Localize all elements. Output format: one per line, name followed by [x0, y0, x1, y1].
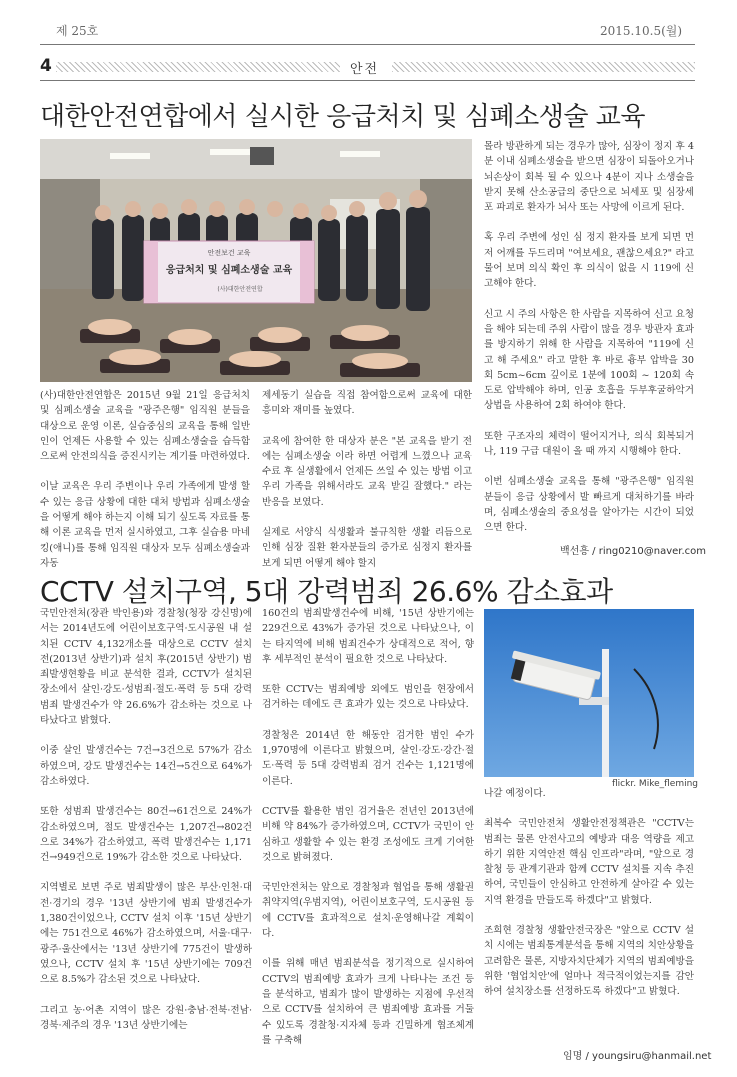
article2-col3-para: 조희현 경찰청 생활안전국장은 "앞으로 CCTV 설치 시에는 범죄통계분석을 통해 지역의 치안상황을 고려함은 물론, 지방자치단체가 지역의 범죄예방을 위한 '협업치안'에 얼마나 적극적이었는지를 감안하여 설치장소를 선정하도록 하겠다"고 밝혔다. [484, 925, 694, 998]
header-top-line [40, 44, 695, 45]
article2-column-2 [262, 606, 474, 1063]
article1-col3-para: 신고 시 주의 사항은 한 사람을 지목하여 신고 요청을 해야 되는데 주위 사람이 많을 경우 방관자 효과를 방지하기 위해 한 사람을 지목하여 "119에 신고 해 주세요" 라고 말한 후 바로 흉부 압박을 30회 5cm~6cm 깊이로 1분에 100회 ~ 120회 속도로 압박해야 하며, 인공 호흡을 두부후굴하악거상법을 사용하여 2회 하여야 한다. [484, 308, 694, 412]
article1-col2-para: 실제로 서양식 식생활과 불규칙한 생활 리듬으로 인해 심장 질환 환자분들의 증가로 심정지 환자를 보게 되면 어떻게 해야 할지 [262, 527, 472, 569]
article1-byline: 백선흥 / ring0210@naver.com [560, 546, 706, 557]
article1-column-3 [484, 139, 694, 551]
cctv-camera-photo [484, 609, 694, 777]
banner-line-1: 안전보건 교육 [207, 249, 251, 257]
article2-col1-para: 이중 살인 발생건수는 7건→3건으로 57%가 감소하였으며, 강도 발생건수는 14건→5건으로 64%가 감소하였다. [40, 745, 252, 787]
article1-col3-para: 혹 우리 주변에 성인 심 정지 환자를 보게 되면 먼저 어깨를 두드리며 "여보세요, 괜찮으세요?" 라고 물어 보며 의식 확인 후 의식이 없을 시 119에 신고해야 한다. [484, 232, 694, 290]
article2-byline: 임명 / youngsiru@hanmail.net [563, 1051, 712, 1062]
article2-col1-para: 그리고 농·어촌 지역이 많은 강원·충남·전북·전남·경북·제주의 경우 '13년 상반기에는 [40, 1004, 252, 1031]
article1-col2-para: 제세동기 실습을 직접 참여함으로써 교육에 대한 흥미와 재미를 높였다. [262, 390, 472, 417]
article2-col2-para: 또한 CCTV는 범죄예방 외에도 범인을 현장에서 검거하는 데에도 큰 효과가 있는 것으로 나타났다. [262, 684, 474, 711]
article1-col3-para: 또한 구조자의 체력이 떨어지거나, 의식 회복되거나, 119 구급 대원이 올 때 까지 시행해야 한다. [484, 430, 694, 458]
article2-col1-para: 또한 성범죄 발생건수는 80건→61건으로 24%가 감소하였으며, 절도 발생건수는 1,207건→802건으로 34%가 감소하였고, 폭력 발생건수는 1,171건→949건으로 19%가 감소한 것으로 나타났다. [40, 806, 252, 864]
section-title: 안전 [350, 62, 380, 77]
article2-col2-para: 국민안전처는 앞으로 경찰청과 협업을 통해 생활권 취약지역(우범지역), 어린이보호구역, 도시공원 등에 CCTV를 효과적으로 설치·운영해나갈 계획이다. [262, 882, 474, 940]
issue-number: 제 25호 [56, 24, 99, 38]
article2-col2-para: CCTV를 활용한 범인 검거율은 전년인 2013년에 비해 약 84%가 증가하였으며, CCTV가 국민이 안심하고 생활할 수 있는 환경 조성에도 크게 기여한 것으로 밝혀졌다. [262, 805, 474, 863]
cpr-training-group-photo [40, 139, 472, 382]
article1-column-1 [40, 388, 250, 586]
header-bottom-line [40, 80, 695, 81]
article2-col2-para: 160건의 범죄발생건수에 비해, '15년 상반기에는 229건으로 43%가 증가된 것으로 나타났으나, 이는 타지역에 비해 범죄건수가 상대적으로 적어, 향후 세부적인 분석이 필요한 것으로 나타났다. [262, 608, 474, 665]
photo-credit: flickr. Mike_fleming [612, 779, 699, 789]
article1-col1-para: 이날 교육은 우리 주변이나 우리 가족에게 발생 할 수 있는 응급 상황에 대한 대처 방법과 심폐소생술을 어떻게 해야 하는지 이해 되기 싶도록 자료를 통해 이론 교육을 먼저 실시하였고, 그후 실습용 마네킹(애니)를 통해 임직원 대상자 모두 심폐소생술과 자동 [40, 481, 250, 569]
article1-col3-para: 이번 심폐소생술 교육을 통해 "광주은행" 임직원 분들이 응급 상황에서 발 빠르게 대처하기를 바라며, 심폐소생술의 중요성을 알아가는 시간이 되었으면 한다. [484, 476, 694, 534]
banner-line-3: (사)대한안전연합 [217, 286, 263, 293]
article2-column-1 [40, 606, 252, 1048]
article2-headline: CCTV 설치구역, 5대 강력범죄 26.6% 감소효과 [40, 575, 613, 608]
article1-col3-para: 몰라 방관하게 되는 경우가 많아, 심장이 정지 후 4분 이내 심폐소생술을 받으면 심장이 되돌아오거나 뇌손상이 회복 될 수 있으나 4분이 지나 소생술을 받지 못해 산소공급의 중단으로 뇌세포 및 심장세포 파괴로 환자가 뇌사 또는 사망에 이르게 된다. [484, 141, 694, 214]
article2-col2-para: 경찰청은 2014년 한 해동안 검거한 범인 수가 1,970명에 이른다고 밝혔으며, 살인·강도·강간·절도·폭력 등 5대 강력범죄 검거 건수는 1,121명에 이른다. [262, 729, 474, 787]
article1-headline: 대한안전연합에서 실시한 응급처치 및 심폐소생술 교육 [40, 102, 645, 132]
article1-col1-para: (사)대한안전연합은 2015년 9월 21일 응급처치 및 심폐소생술 교육을 "광주은행" 임직원 분들을 대상으로 운영 이론, 실습중심의 교육을 통해 일반인이 언제든 사용할 수 있는 심폐소생술을 습득함으로써 안전의식을 증진시키는 계기를 마련하였다. [40, 390, 250, 463]
article2-col1-para: 국민안전처(장관 박인용)와 경찰청(청장 강신명)에서는 2014년도에 어린이보호구역·도시공원 내 설치된 CCTV 4,132개소를 대상으로 CCTV 설치 전(2013년 상반기)과 설치 후(2015년 상반기) 범죄발생현황을 비교 분석한 결과, CCTV가 설치된 장소에서 살인·강도·성범죄·절도·폭력 등 5대 강력범죄 발생건수가 약 26.6%가 감소하는 것으로 나타났다고 밝혔다. [40, 608, 252, 727]
article1-col2-para: 교육에 참여한 한 대상자 분은 "본 교육을 받기 전에는 심폐소생술 이라 하면 어렵게 느꼈으나 교육 수료 후 실생활에서 언제든 쓰일 수 있는 방법 이고 우리 가족을 위해서라도 교육 받길 잘했다." 라는 반응을 보였다. [262, 435, 472, 508]
header-rule-right [392, 62, 695, 72]
article2-col1-para: 지역별로 보면 주로 범죄발생이 많은 부산·인천·대전·경기의 경우 '13년 상반기에 범죄 발생건수가 1,380건이었으나, CCTV 설치 이후 '15년 상반기에는 751건으로 46%가 감소하였으며, 서울·대구·광주·울산에서는 '13년 상반기에 775건이 발생하였으나, CCTV 설치 후 '15년 상반기에는 709건으로 8.5%가 감소된 것으로 나타났다. [40, 882, 252, 986]
article2-col2-para: 이를 위해 매년 범죄분석을 정기적으로 실시하여 CCTV의 범죄예방 효과가 크게 나타나는 조건 등을 분석하고, 범죄가 많이 발생하는 지점에 우선적으로 CCTV를 설치하여 큰 범죄예방 효과를 거둘 수 있도록 경찰청·지자체 등과 긴밀하게 협조체계를 구축해 [262, 958, 474, 1046]
article2-col3-para: 나갈 예정이다. [484, 788, 546, 799]
banner-line-2: 응급처치 및 심폐소생술 교육 [165, 265, 293, 276]
page-number: 4 [40, 56, 52, 76]
header-rule-left [56, 62, 340, 72]
article2-col3-para: 최복수 국민안전처 생활안전정책관은 "CCTV는 범죄는 물론 안전사고의 예방과 대응 역량을 제고하기 위한 지역안전 핵심 인프라"라며, "앞으로 경찰청 등 관계기관과 함께 CCTV 설치를 지속 추진하여, 국민들이 안심하고 안전하게 살아갈 수 있는 지역 환경을 만들도록 하겠다"고 밝혔다. [484, 818, 694, 906]
article2-column-3 [484, 786, 694, 1015]
issue-date: 2015.10.5(월) [600, 24, 683, 38]
article1-column-2 [262, 388, 472, 586]
